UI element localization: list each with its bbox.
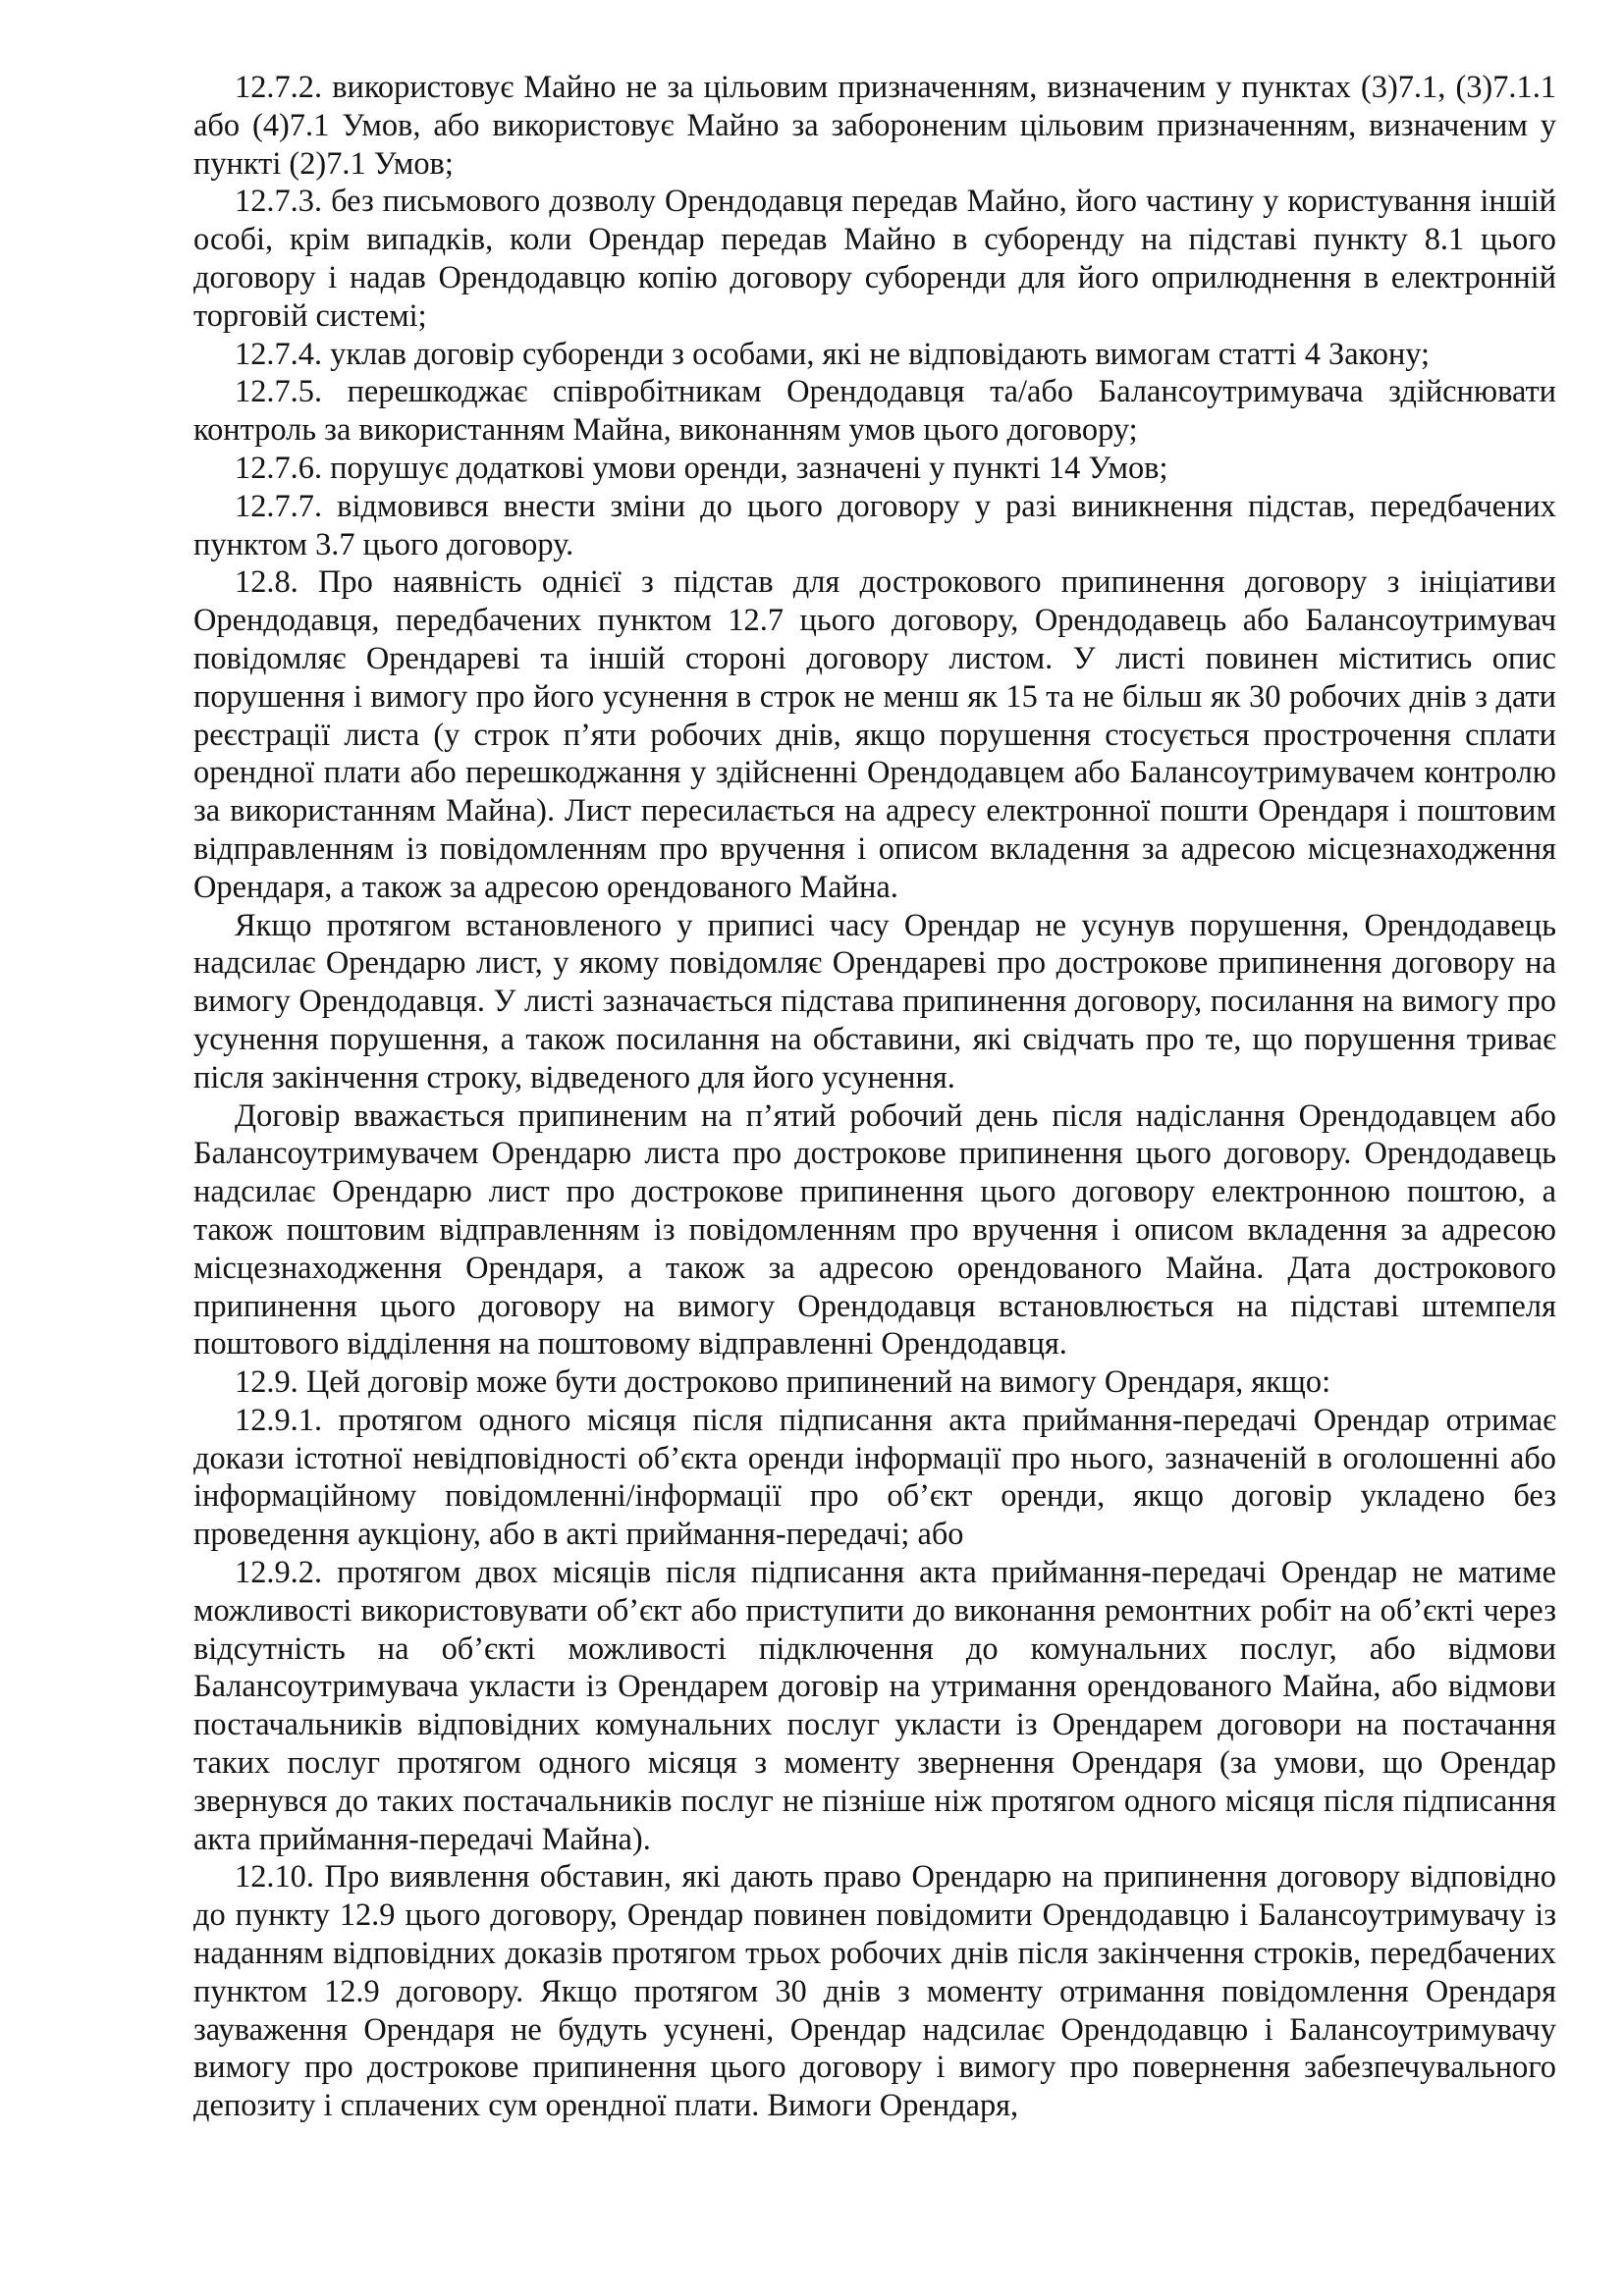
paragraph-12-9-2: 12.9.2. протягом двох місяців після підписання акта приймання-передачі Орендар не матиме можливості використовувати об’єкт або приступити до виконання ремонтних робіт на об’єкті через відсутність на об’єкті можливості підключення до комунальних послуг, або відмови Балансоутримувача укласти із Орендарем договір на утримання орендованого Майна, або відмови постачальників відповідних комунальних послуг укласти із Орендарем договори на постачання таких послуг протягом одного місяця з моменту звернення Орендаря (за умови, що Орендар звернувся до таких постачальників послуг не пізніше ніж протягом одного місяця після підписання акта приймання-передачі Майна). bbox=[193, 1555, 1556, 1857]
paragraph-12-8-continuation: Якщо протягом встановленого у приписі часу Орендар не усунув порушення, Орендодавець надсилає Орендарю лист, у якому повідомляє Орендареві про дострокове припинення договору на вимогу Орендодавця. У листі зазначається підстава припинення договору, посилання на вимогу про усунення порушення, а також посилання на обставини, які свідчать про те, що порушення триває після закінчення строку, відведеного для його усунення. bbox=[193, 907, 1556, 1095]
paragraph-12-7-5: 12.7.5. перешкоджає співробітникам Орендодавця та/або Балансоутримувача здійснювати контроль за використанням Майна, виконанням умов цього договору; bbox=[193, 374, 1556, 449]
document-page bbox=[193, 69, 1556, 2125]
paragraph-12-7-2: 12.7.2. використовує Майно не за цільовим призначенням, визначеним у пунктах (3)7.1, (3)7.1.1 або (4)7.1 Умов, або використовує Майно за забороненим цільовим призначенням, визначеним у пункті (2)7.1 Умов; bbox=[193, 70, 1556, 182]
paragraph-12-10: 12.10. Про виявлення обставин, які дають право Орендарю на припинення договору відповідно до пункту 12.9 цього договору, Орендар повинен повідомити Орендодавцю і Балансоутримувачу із наданням відповідних доказів протягом трьох робочих днів після закінчення строків, передбачених пунктом 12.9 договору. Якщо протягом 30 днів з моменту отримання повідомлення Орендаря зауваження Орендаря не будуть усунені, Орендар надсилає Орендодавцю і Балансоутримувачу вимогу про дострокове припинення цього договору і вимогу про повернення забезпечувального депозиту і сплачених сум орендної плати. Вимоги Орендаря, bbox=[193, 1859, 1556, 2124]
paragraph-12-9: 12.9. Цей договір може бути достроково припинений на вимогу Орендаря, якщо: bbox=[235, 1364, 1331, 1401]
paragraph-12-7-3: 12.7.3. без письмового дозволу Орендодавця передав Майно, його частину у користування іншій особі, крім випадків, коли Орендар передав Майно в суборенду на підставі пункту 8.1 цього договору і надав Орендодавцю копію договору суборенди для його оприлюднення в електронній торговій системі; bbox=[193, 184, 1556, 334]
paragraph-12-8: 12.8. Про наявність однієї з підстав для дострокового припинення договору з ініціативи Орендодавця, передбачених пунктом 12.7 цього договору, Орендодавець або Балансоутримувач повідомляє Орендареві та іншій стороні договору листом. У листі повинен міститись опис порушення і вимогу про його усунення в строк не менш як 15 та не більш як 30 робочих днів з дати реєстрації листа (у строк п’яти робочих днів, якщо порушення стосується прострочення сплати орендної плати або перешкоджання у здійсненні Орендодавцем або Балансоутримувачем контролю за використанням Майна). Лист пересилається на адресу електронної пошти Орендаря і поштовим відправленням із повідомленням про вручення і описом вкладення за адресою місцезнаходження Орендаря, а також за адресою орендованого Майна. bbox=[193, 564, 1556, 905]
paragraph-12-7-4: 12.7.4. уклав договір суборенди з особами, які не відповідають вимогам статті 4 Закону; bbox=[235, 336, 1431, 372]
paragraph-12-7-7: 12.7.7. відмовився внести зміни до цього договору у разі виникнення підстав, передбачених пунктом 3.7 цього договору. bbox=[193, 488, 1556, 562]
paragraph-12-7-6: 12.7.6. порушує додаткові умови оренди, зазначені у пункті 14 Умов; bbox=[235, 450, 1168, 486]
paragraph-12-9-1: 12.9.1. протягом одного місяця після підписання акта приймання-передачі Орендар отримає докази істотної невідповідності об’єкта оренди інформації про нього, зазначеній в оголошенні або інформаційному повідомленні/інформації про об’єкт оренди, якщо договір укладено без проведення аукціону, або в акті приймання-передачі; або bbox=[193, 1402, 1556, 1553]
paragraph-12-8-termination: Договір вважається припиненим на п’ятий робочий день після надіслання Орендодавцем або Балансоутримувачем Орендарю листа про дострокове припинення цього договору. Орендодавець надсилає Орендарю лист про дострокове припинення цього договору електронною поштою, а також поштовим відправленням із повідомленням про вручення і описом вкладення за адресою місцезнаходження Орендаря, а також за адресою орендованого Майна. Дата дострокового припинення цього договору на вимогу Орендодавця встановлюється на підставі штемпеля поштового відділення на поштовому відправленні Орендодавця. bbox=[193, 1097, 1556, 1362]
